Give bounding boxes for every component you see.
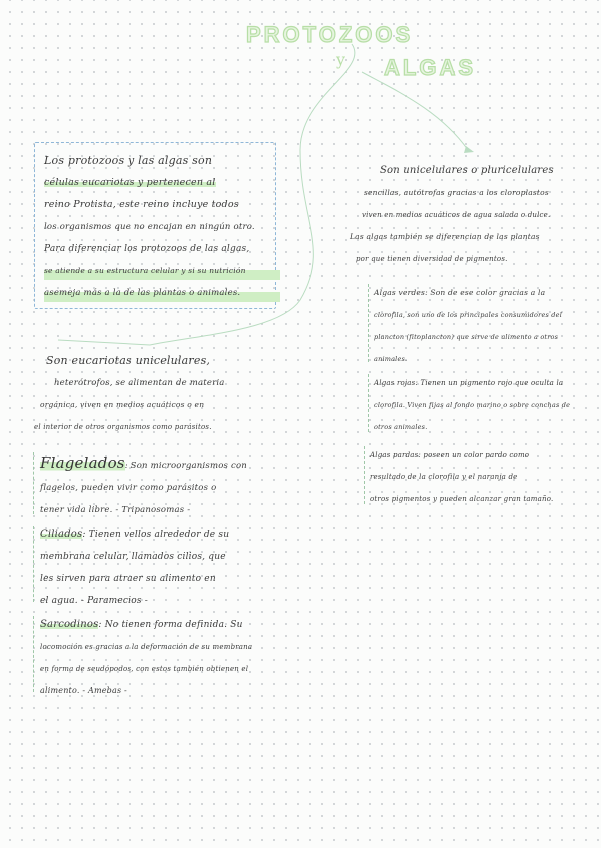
flagelados-line: flagelos, pueden vivir como parásitos o [40,483,217,493]
sarcodinos-bar [33,616,36,692]
algas-pardas-line: resultado de la clorofila y el naranja de [370,473,518,481]
flagelados-bar [33,452,36,514]
protozoos-intro-line: Son eucariotas unicelulares, [46,354,211,367]
flagelados-line: : Son microorganismos con [124,461,247,471]
algas-intro [350,160,595,270]
algas-pardas-line: otros pigmentos y pueden alcanzar gran tamaño. [370,495,554,503]
ciliados-line: membrana celular, llamados cilios, que [40,552,226,562]
algas-intro-line: sencillas, autótrofas gracias a los cloroplastos [364,188,549,197]
title-algas: ALGAS [384,55,476,80]
protozoos-intro [34,350,284,438]
intro-text [44,150,280,304]
algas-intro-line: por que tienen diversidad de pigmentos. [356,255,508,263]
algas-rojas-section [374,372,596,438]
sarcodinos-term: Sarcodinos [40,619,99,630]
algas-verdes-line: animales. [374,355,408,363]
sarcodinos-line: alimento. - Amebas - [40,686,127,695]
protozoos-intro-line: orgánica, viven en medios acuáticos o en [40,400,205,409]
algas-pardas-line: Algas pardas: poseen un color pardo como [370,451,530,459]
sarcodinos-section [40,614,290,702]
algas-rojas-line: otros animales. [374,423,428,431]
algas-verdes-line: plancton (fitoplancton) que sirve de alimento a otros [374,333,559,341]
algas-pardas-section [370,444,596,510]
connector-right [362,72,468,150]
protozoos-intro-line: heterótrofos, se alimentan de materia [54,378,225,388]
intro-line: asemeja más a la de las plantas o animales. [44,282,280,304]
intro-line: se atiende a su estructura celular y si su nutrición [44,260,280,282]
flagelados-line: tener vida libre. - Tripanosomas - [40,505,191,515]
intro-line: células eucariotas y pertenecen al [44,177,216,188]
algas-verdes-section [374,282,596,370]
ciliados-line: les sirven para atraer su alimento en [40,574,216,584]
ciliados-bar [33,526,36,602]
connector-left-tail [58,340,150,345]
algas-rojas-bar [368,374,371,432]
sarcodinos-line: en forma de seudópodos, con estos también obtienen el [40,665,249,673]
ciliados-section [40,524,290,612]
algas-verdes-line: clorofila, son uno de los principales consumidores del [374,311,562,319]
intro-line: Para diferenciar los protozoos de las algas, [44,244,250,254]
ciliados-term: Ciliados [40,529,83,540]
algas-rojas-line: clorofila. Viven fijas al fondo marino o sobre conchas de [374,401,571,409]
algas-intro-line: Las algas también se diferencian de las plantas [350,232,540,241]
algas-verdes-bar [368,284,371,362]
algas-intro-line: Son unicelulares o pluricelulares [380,165,554,176]
protozoos-intro-line: el interior de otros organismos como parásitos. [34,423,212,431]
intro-line: los organismos que no encajan en ningún otro. [44,222,255,232]
flagelados-section [40,452,290,521]
flagelados-term: Flagelados [40,454,125,472]
ciliados-line: el agua. - Paramecios - [40,596,148,606]
intro-line: Los protozoos y las algas son [44,154,213,167]
algas-rojas-line: Algas rojas: Tienen un pigmento rojo que oculta la [374,379,564,387]
algas-pardas-bar [364,446,367,504]
algas-verdes-line: Algas verdes: Son de ese color gracias a la [374,288,546,297]
sarcodinos-line: locomoción es gracias a la deformación de su membrana [40,643,253,651]
title-y: y [336,50,346,69]
title-protozoos: PROTOZOOS [246,22,414,47]
ciliados-line: : Tienen vellos alrededor de su [82,530,230,540]
algas-intro-line: viven en medios acuáticos de agua salada o dulce. [362,211,551,219]
intro-line: reino Protista, este reino incluye todos [44,199,239,210]
sarcodinos-line: : No tienen forma definida. Su [98,620,243,630]
